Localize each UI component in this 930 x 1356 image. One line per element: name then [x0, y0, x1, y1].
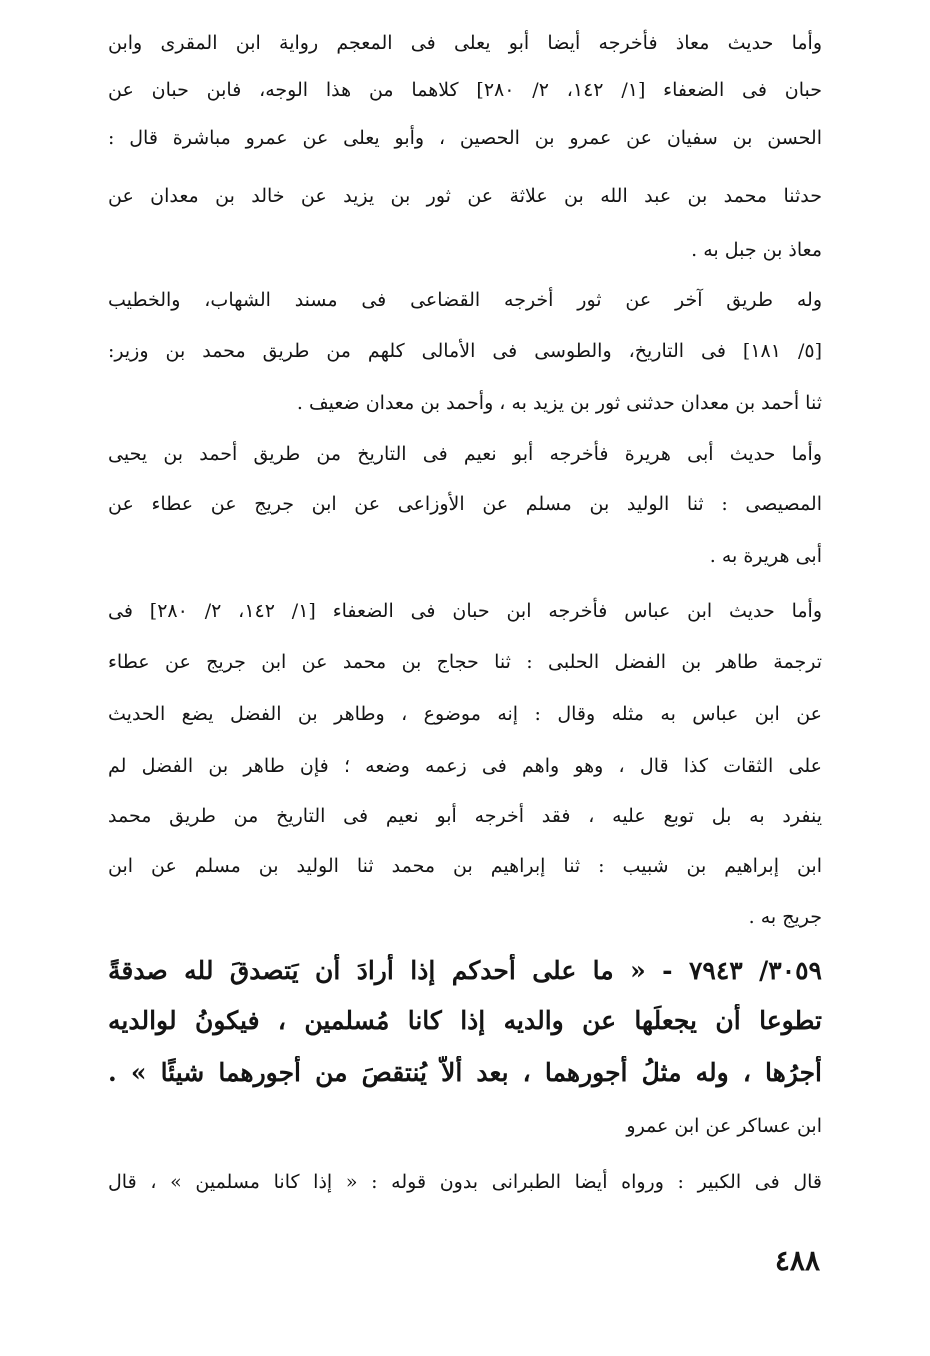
text-line: حدثنا محمد بن عبد الله بن علاثة عن ثور بن يزيد عن خالد بن معدان عن [108, 185, 822, 207]
text-line: [٥/ ١٨١] فى التاريخ، والطوسى فى الأمالى كلهم من طريق محمد بن وزير: [108, 340, 822, 362]
text-line: جريج به . [748, 906, 822, 928]
text-line: وأما حديث أبى هريرة فأخرجه أبو نعيم فى التاريخ من طريق أحمد بن يحيى [108, 443, 822, 465]
hadith-line: ٣٠٥٩/ ٧٩٤٣ - « ما على أحدكم إذا أرادَ أن يَتصدقَ لله صدقةً [108, 956, 822, 985]
hadith-line: تطوعا أن يجعلَها عن والديه إذا كانا مُسلمين ، فيكونُ لوالديه [108, 1006, 822, 1035]
text-line: وأما حديث ابن عباس فأخرجه ابن حبان فى الضعفاء [١/ ١٤٢، ٢/ ٢٨٠] فى [108, 600, 822, 622]
page-number: ٤٨٨ [774, 1244, 820, 1277]
text-line: قال فى الكبير : ورواه أيضا الطبرانى بدون قوله : « إذا كانا مسلمين » ، قال [108, 1171, 822, 1193]
text-line: المصيصى : ثنا الوليد بن مسلم عن الأوزاعى عن ابن جريج عن عطاء عن [108, 493, 822, 515]
text-line: وله طريق آخر عن ثور أخرجه القضاعى فى مسند الشهاب، والخطيب [108, 289, 822, 311]
text-line: ينفرد به بل توبع عليه ، فقد أخرجه أبو نعيم فى التاريخ من طريق محمد [108, 805, 822, 827]
text-line: على الثقات كذا قال ، وهو واهم فى زعمه وضعه ؛ فإن طاهر بن الفضل لم [108, 755, 822, 777]
text-line: ترجمة طاهر بن الفضل الحلبى : ثنا حجاج بن محمد عن ابن جريج عن عطاء [108, 651, 822, 673]
hadith-line: أجرُها ، وله مثلُ أجورهما ، بعد ألاَّ يُنتقصَ من أجورهما شيئًا » . [108, 1058, 822, 1087]
text-line: حبان فى الضعفاء [١/ ١٤٢، ٢/ ٢٨٠] كلاهما من هذا الوجه، فابن حبان عن [108, 79, 822, 101]
text-line: الحسن بن سفيان عن عمرو بن الحصين ، وأبو يعلى عن عمرو مباشرة قال : [108, 127, 822, 149]
hadith-source: ابن عساكر عن ابن عمرو [626, 1115, 822, 1137]
text-line: أبى هريرة به . [709, 545, 822, 567]
text-line: ابن إبراهيم بن شبيب : ثنا إبراهيم بن محمد ثنا الوليد بن مسلم عن ابن [108, 855, 822, 877]
text-line: عن ابن عباس به مثله وقال : إنه موضوع ، وطاهر بن الفضل يضع الحديث [108, 703, 822, 725]
text-line: ثنا أحمد بن معدان حدثنى ثور بن يزيد به ، وأحمد بن معدان ضعيف . [296, 392, 822, 414]
text-line: وأما حديث معاذ فأخرجه أيضا أبو يعلى فى المعجم رواية ابن المقرى وابن [108, 32, 822, 54]
text-line: معاذ بن جبل به . [691, 239, 822, 261]
